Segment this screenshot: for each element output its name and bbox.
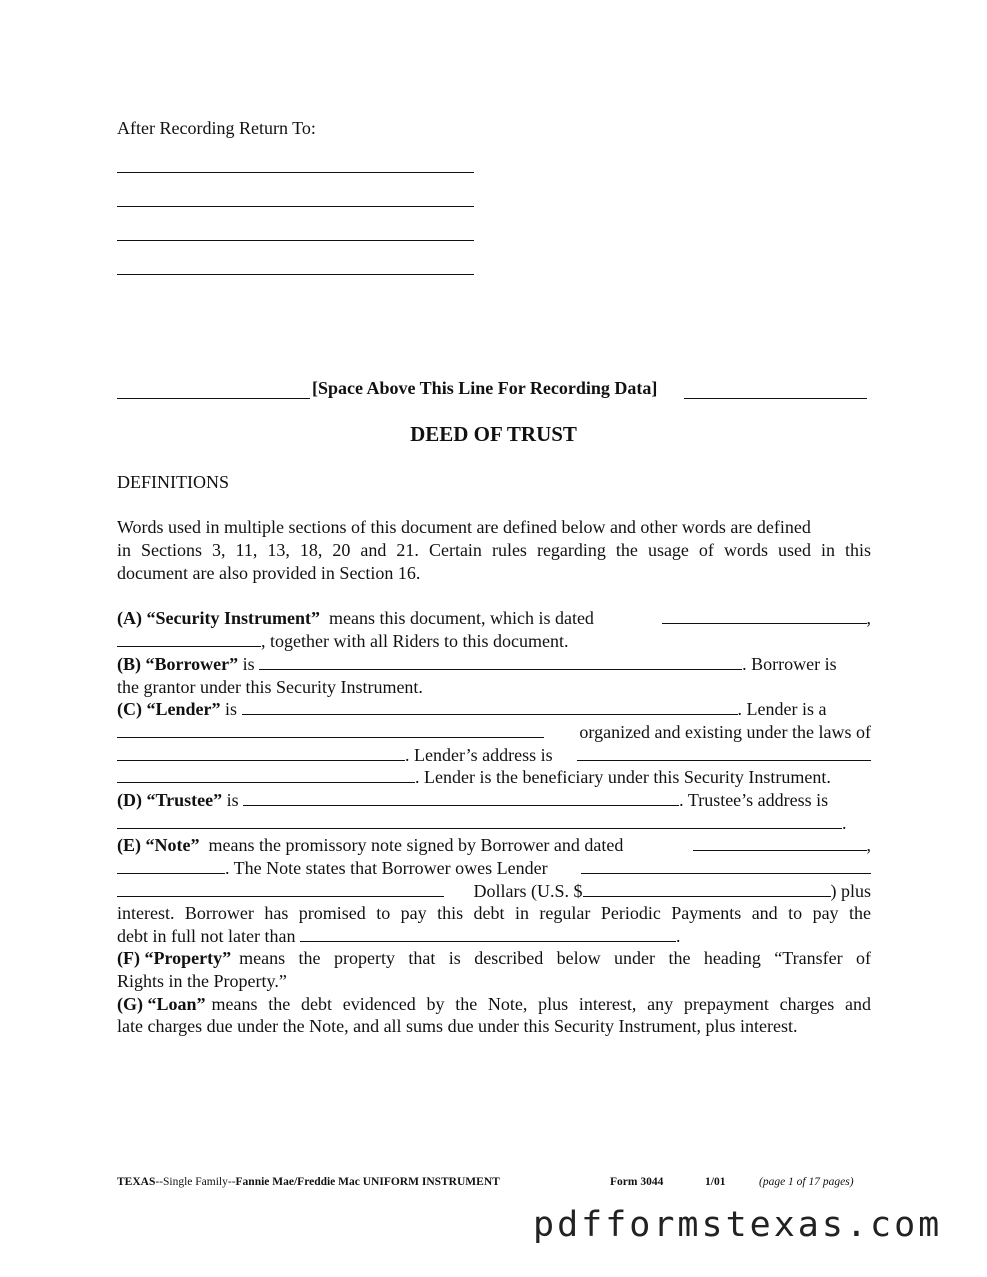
def-e-text: means the promissory note signed by Borrower and dated: [208, 835, 624, 855]
amount-owed-dollars-field[interactable]: [583, 881, 831, 897]
security-instrument-date-field[interactable]: [662, 608, 867, 624]
return-address-line-4[interactable]: [117, 274, 474, 275]
def-c-text-4: . Lender is the beneficiary under this Security Instrument.: [415, 767, 831, 787]
def-a-text-2: , together with all Riders to this document.: [261, 631, 569, 651]
def-b-line-1: [117, 653, 871, 676]
recording-data-separator: [117, 377, 867, 401]
trustee-name-field[interactable]: [243, 790, 679, 806]
return-address-line-1[interactable]: [117, 172, 474, 173]
def-g-line-1: [117, 993, 871, 1016]
lender-organization-type-field[interactable]: [117, 722, 544, 738]
document-title: DEED OF TRUST: [410, 422, 577, 446]
lender-address-field-2[interactable]: [117, 767, 415, 783]
return-address-line-3[interactable]: [117, 240, 474, 241]
separator-rule-right: [684, 398, 867, 399]
amount-owed-words-field-1[interactable]: [581, 858, 871, 874]
def-e-line-3: [117, 880, 871, 903]
def-e-text-3: Dollars (U.S. $: [473, 881, 583, 901]
def-d-label: (D) “Trustee”: [117, 790, 223, 810]
def-d-line-2: .: [117, 812, 871, 835]
def-c-is: is: [224, 699, 237, 719]
def-e-line-5: debt in full not later than .: [117, 926, 681, 946]
def-f-line-2: Rights in the Property.”: [117, 971, 287, 991]
note-date-field[interactable]: [693, 835, 867, 851]
lender-address-field-1[interactable]: [577, 745, 871, 761]
def-e-text-4: ) plus: [830, 881, 871, 901]
def-e-label: (E) “Note”: [117, 835, 200, 855]
def-d-is: is: [226, 790, 239, 810]
def-b-text: . Borrower is: [742, 654, 837, 674]
footer-page-count: (page 1 of 17 pages): [759, 1176, 854, 1188]
maturity-date-field[interactable]: [300, 926, 676, 942]
footer-form-title: [117, 1176, 500, 1188]
def-a-line-1: (A) “Security Instrument” means this document, which is dated ,: [117, 608, 871, 628]
def-f-text: means the property that is described below under the heading “Transfer of: [239, 948, 871, 968]
separator-rule-left: [117, 398, 310, 399]
footer-state: TEXAS: [117, 1176, 156, 1188]
def-c-label: (C) “Lender”: [117, 699, 221, 719]
recording-data-label: [Space Above This Line For Recording Data]: [312, 378, 658, 398]
def-a-label: (A) “Security Instrument”: [117, 608, 320, 628]
def-f-line-1: [117, 947, 871, 970]
def-e-line-4: interest. Borrower has promised to pay this debt in regular Periodic Payments and to pay the: [117, 903, 871, 923]
definitions-heading: DEFINITIONS: [117, 472, 229, 492]
lender-jurisdiction-field[interactable]: [117, 745, 405, 761]
def-c-text-2: organized and existing under the laws of: [579, 722, 871, 742]
def-b-label: (B) “Borrower”: [117, 654, 239, 674]
def-g-text: means the debt evidenced by the Note, plus interest, any prepayment charges and: [211, 994, 871, 1014]
def-e-line-1: (E) “Note” means the promissory note signed by Borrower and dated ,: [117, 835, 871, 855]
def-f-label: (F) “Property”: [117, 948, 232, 968]
def-c-line-2: [117, 721, 871, 744]
footer-form-date: 1/01: [705, 1176, 726, 1188]
intro-line-2: in Sections 3, 11, 13, 18, 20 and 21. Certain rules regarding the usage of words used in this: [117, 540, 871, 560]
def-e-line-2: [117, 857, 871, 880]
def-c-text-3: . Lender’s address is: [405, 745, 553, 765]
intro-line-1: Words used in multiple sections of this document are defined below and other words are defined: [117, 517, 811, 537]
footer-instrument: Fannie Mae/Freddie Mac UNIFORM INSTRUMENT: [235, 1176, 500, 1188]
security-instrument-year-field[interactable]: [117, 631, 261, 647]
def-a-text: means this document, which is dated: [328, 608, 594, 628]
def-b-is: is: [242, 654, 255, 674]
note-year-field[interactable]: [117, 858, 225, 874]
def-b-line-2: the grantor under this Security Instrument.: [117, 677, 423, 697]
return-to-label: After Recording Return To:: [117, 118, 316, 138]
footer-form-number: Form 3044: [610, 1176, 664, 1188]
def-c-line-1: [117, 698, 871, 721]
def-g-label: (G) “Loan”: [117, 994, 206, 1014]
trustee-address-field[interactable]: [117, 813, 842, 829]
def-c-line-4: [117, 766, 871, 789]
return-address-line-2[interactable]: [117, 206, 474, 207]
borrower-name-field[interactable]: [259, 654, 742, 670]
site-watermark: pdfformstexas.com: [533, 1205, 943, 1245]
def-c-text: . Lender is a: [737, 699, 827, 719]
amount-owed-words-field-2[interactable]: [117, 881, 444, 897]
intro-line-3: document are also provided in Section 16.: [117, 563, 421, 583]
def-a-line-2: [117, 630, 871, 653]
def-g-line-2: late charges due under the Note, and all sums due under this Security Instrument, plus interest.: [117, 1016, 798, 1036]
lender-name-field[interactable]: [242, 699, 738, 715]
footer-family: --Single Family--: [155, 1176, 236, 1188]
def-e-text-6: debt in full not later than: [117, 926, 296, 946]
def-d-text: . Trustee’s address is: [679, 790, 829, 810]
def-d-line-1: [117, 789, 871, 812]
def-c-line-3: [117, 744, 871, 767]
def-e-text-2: . The Note states that Borrower owes Lender: [225, 858, 548, 878]
